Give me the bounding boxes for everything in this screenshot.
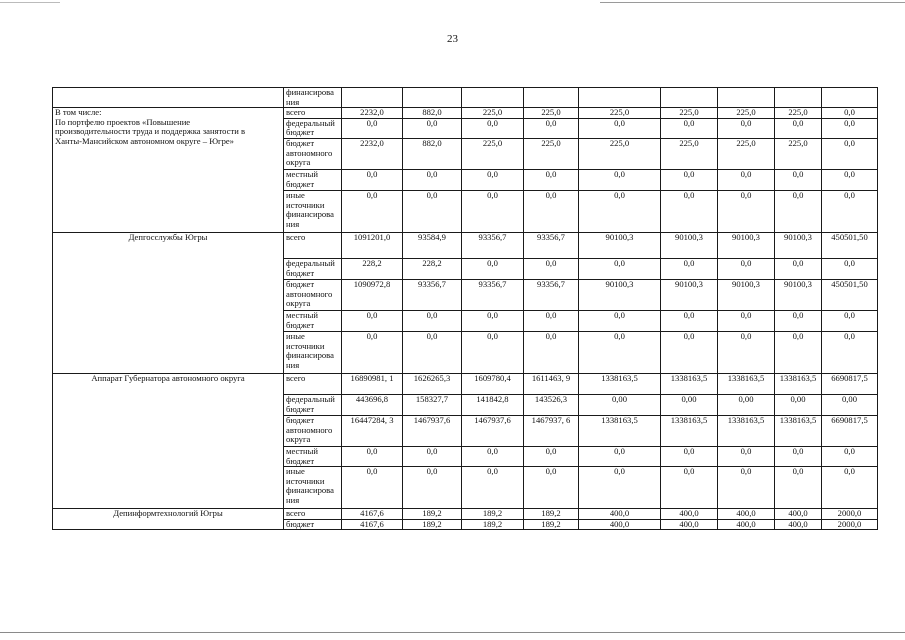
amount-cell: 1611463, 9 [524, 373, 579, 394]
amount-cell: 90100,3 [579, 279, 661, 310]
amount-cell: 400,0 [775, 509, 822, 520]
amount-cell: 228,2 [342, 258, 403, 279]
amount-cell: 90100,3 [718, 232, 775, 258]
amount-cell: 0,0 [775, 190, 822, 232]
amount-cell: 0,0 [342, 446, 403, 466]
funding-table [52, 87, 878, 530]
funding-source-cell: федеральный бюджет [284, 258, 342, 279]
amount-cell: 1338163,5 [579, 373, 661, 394]
amount-cell: 0,0 [579, 258, 661, 279]
amount-cell: 0,0 [661, 169, 718, 190]
amount-cell: 0,0 [462, 190, 524, 232]
amount-cell: 225,0 [718, 138, 775, 169]
funding-source-cell: иные источники финансирова ния [284, 190, 342, 232]
amount-cell: 0,0 [775, 467, 822, 509]
funding-source-cell: бюджет автономного округа [284, 279, 342, 310]
funding-source-cell: бюджет автономного округа [284, 415, 342, 446]
amount-cell: 1338163,5 [718, 415, 775, 446]
amount-cell: 0,0 [524, 190, 579, 232]
amount-cell: 93356,7 [524, 279, 579, 310]
amount-cell: 225,0 [775, 108, 822, 119]
amount-cell: 0,0 [342, 169, 403, 190]
amount-cell: 0,0 [822, 258, 878, 279]
scan-edge-line [600, 2, 905, 3]
amount-cell: 4167,6 [342, 519, 403, 530]
amount-cell: 0,0 [579, 467, 661, 509]
amount-cell: 0,0 [579, 190, 661, 232]
amount-cell: 225,0 [579, 138, 661, 169]
amount-cell: 0,0 [342, 118, 403, 138]
amount-cell: 0,0 [822, 169, 878, 190]
amount-cell: 0,0 [403, 467, 462, 509]
amount-cell: 0,0 [775, 446, 822, 466]
amount-cell: 90100,3 [579, 232, 661, 258]
amount-cell: 0,00 [579, 394, 661, 415]
funding-source-cell: финансирова ния [284, 88, 342, 108]
amount-cell: 0,0 [403, 190, 462, 232]
amount-cell: 90100,3 [661, 279, 718, 310]
funding-source-cell: местный бюджет [284, 310, 342, 331]
table-row [53, 373, 878, 394]
amount-cell: 1338163,5 [775, 373, 822, 394]
amount-cell: 0,0 [775, 258, 822, 279]
table-row [53, 108, 878, 119]
amount-cell: 0,0 [718, 118, 775, 138]
amount-cell: 400,0 [775, 519, 822, 530]
amount-cell: 0,0 [524, 118, 579, 138]
amount-cell: 1467937,6 [403, 415, 462, 446]
table-row [53, 232, 878, 258]
amount-cell: 0,0 [822, 118, 878, 138]
amount-cell: 400,0 [718, 519, 775, 530]
amount-cell: 0,0 [403, 310, 462, 331]
amount-cell: 400,0 [661, 509, 718, 520]
funding-source-cell: всего [284, 108, 342, 119]
amount-cell: 93356,7 [524, 232, 579, 258]
amount-cell: 189,2 [462, 519, 524, 530]
amount-cell: 882,0 [403, 108, 462, 119]
amount-cell: 225,0 [775, 138, 822, 169]
amount-cell: 0,0 [403, 446, 462, 466]
amount-cell: 0,00 [661, 394, 718, 415]
organization-name-line: Депгосслужбы Югры [128, 232, 208, 242]
amount-cell: 225,0 [524, 138, 579, 169]
amount-cell: 0,0 [822, 467, 878, 509]
empty-cell [775, 88, 822, 108]
amount-cell: 0,0 [718, 310, 775, 331]
amount-cell: 1091201,0 [342, 232, 403, 258]
amount-cell: 225,0 [718, 108, 775, 119]
amount-cell: 0,0 [462, 169, 524, 190]
amount-cell: 0,0 [718, 446, 775, 466]
empty-cell [661, 88, 718, 108]
funding-source-cell: местный бюджет [284, 169, 342, 190]
amount-cell: 0,0 [661, 467, 718, 509]
amount-cell: 0,0 [524, 446, 579, 466]
amount-cell: 0,0 [462, 310, 524, 331]
amount-cell: 2232,0 [342, 108, 403, 119]
empty-cell [524, 88, 579, 108]
amount-cell: 0,0 [661, 446, 718, 466]
amount-cell: 225,0 [462, 108, 524, 119]
amount-cell: 0,0 [822, 331, 878, 373]
amount-cell: 0,0 [403, 118, 462, 138]
organization-name-line: Ханты-Мансийском автономном округе – Югре» [55, 135, 234, 146]
amount-cell: 0,0 [342, 331, 403, 373]
funding-source-cell: всего [284, 232, 342, 258]
amount-cell: 1338163,5 [579, 415, 661, 446]
amount-cell: 0,0 [579, 331, 661, 373]
amount-cell: 400,0 [661, 519, 718, 530]
amount-cell: 0,00 [822, 394, 878, 415]
amount-cell: 0,0 [822, 190, 878, 232]
funding-source-cell: местный бюджет [284, 446, 342, 466]
amount-cell: 0,00 [775, 394, 822, 415]
amount-cell: 141842,8 [462, 394, 524, 415]
amount-cell: 1338163,5 [661, 415, 718, 446]
amount-cell: 1609780,4 [462, 373, 524, 394]
amount-cell: 0,0 [775, 310, 822, 331]
empty-cell [579, 88, 661, 108]
amount-cell: 0,0 [579, 310, 661, 331]
funding-source-cell: иные источники финансирова ния [284, 467, 342, 509]
amount-cell: 1338163,5 [661, 373, 718, 394]
amount-cell: 0,0 [462, 446, 524, 466]
amount-cell: 189,2 [403, 519, 462, 530]
amount-cell: 16890981, 1 [342, 373, 403, 394]
amount-cell: 450501,50 [822, 232, 878, 258]
organization-name-cell [53, 373, 284, 508]
amount-cell: 400,0 [579, 509, 661, 520]
amount-cell: 0,0 [718, 190, 775, 232]
amount-cell: 0,0 [718, 467, 775, 509]
amount-cell: 90100,3 [718, 279, 775, 310]
funding-source-cell: федеральный бюджет [284, 394, 342, 415]
amount-cell: 225,0 [661, 138, 718, 169]
amount-cell: 2000,0 [822, 519, 878, 530]
amount-cell: 0,0 [579, 446, 661, 466]
amount-cell: 225,0 [524, 108, 579, 119]
amount-cell: 1090972,8 [342, 279, 403, 310]
amount-cell: 1626265,3 [403, 373, 462, 394]
amount-cell: 0,0 [822, 108, 878, 119]
amount-cell: 93356,7 [403, 279, 462, 310]
amount-cell: 0,0 [342, 310, 403, 331]
amount-cell: 93356,7 [462, 232, 524, 258]
table-row [53, 88, 878, 108]
amount-cell: 0,0 [661, 190, 718, 232]
amount-cell: 0,0 [342, 467, 403, 509]
amount-cell: 90100,3 [775, 279, 822, 310]
amount-cell: 93356,7 [462, 279, 524, 310]
amount-cell: 4167,6 [342, 509, 403, 520]
table-body [53, 88, 878, 530]
empty-cell [53, 88, 284, 108]
amount-cell: 0,0 [524, 258, 579, 279]
amount-cell: 0,0 [822, 138, 878, 169]
organization-name-line: производительности труда и поддержка занятости в [55, 126, 246, 137]
amount-cell: 0,0 [462, 467, 524, 509]
amount-cell: 93584,9 [403, 232, 462, 258]
amount-cell: 0,0 [822, 310, 878, 331]
amount-cell: 443696,8 [342, 394, 403, 415]
organization-name-line: Аппарат Губернатора автономного округа [91, 373, 245, 383]
amount-cell: 0,0 [775, 169, 822, 190]
amount-cell: 0,0 [579, 169, 661, 190]
amount-cell: 90100,3 [775, 232, 822, 258]
amount-cell: 0,0 [462, 258, 524, 279]
amount-cell: 2000,0 [822, 509, 878, 520]
amount-cell: 6690817,5 [822, 415, 878, 446]
amount-cell: 0,0 [661, 310, 718, 331]
amount-cell: 0,00 [718, 394, 775, 415]
scan-edge-line [0, 2, 60, 3]
page-number: 23 [447, 33, 458, 45]
empty-cell [718, 88, 775, 108]
funding-source-cell: всего [284, 373, 342, 394]
organization-name-cell [53, 108, 284, 233]
organization-name-cell [53, 509, 284, 530]
amount-cell: 0,0 [403, 169, 462, 190]
amount-cell: 189,2 [462, 509, 524, 520]
amount-cell: 0,0 [524, 467, 579, 509]
amount-cell: 6690817,5 [822, 373, 878, 394]
amount-cell: 0,0 [579, 118, 661, 138]
amount-cell: 0,0 [524, 169, 579, 190]
funding-source-cell: бюджет автономного округа [284, 138, 342, 169]
amount-cell: 0,0 [403, 331, 462, 373]
amount-cell: 0,0 [462, 118, 524, 138]
amount-cell: 189,2 [524, 519, 579, 530]
empty-cell [342, 88, 403, 108]
organization-name-line: По портфелю проектов «Повышение [55, 116, 191, 127]
amount-cell: 0,0 [718, 331, 775, 373]
amount-cell: 225,0 [579, 108, 661, 119]
amount-cell: 0,0 [661, 258, 718, 279]
amount-cell: 0,0 [718, 258, 775, 279]
amount-cell: 189,2 [403, 509, 462, 520]
amount-cell: 0,0 [822, 446, 878, 466]
funding-source-cell: всего [284, 509, 342, 520]
organization-name-line: В том числе: [55, 107, 102, 118]
organization-name-line: Депинформтехнологий Югры [113, 508, 223, 519]
table-row [53, 509, 878, 520]
amount-cell: 0,0 [661, 331, 718, 373]
amount-cell: 0,0 [775, 331, 822, 373]
funding-source-cell: иные источники финансирова ния [284, 331, 342, 373]
amount-cell: 0,0 [661, 118, 718, 138]
amount-cell: 400,0 [579, 519, 661, 530]
amount-cell: 450501,50 [822, 279, 878, 310]
amount-cell: 2232,0 [342, 138, 403, 169]
amount-cell: 0,0 [524, 310, 579, 331]
organization-name-cell [53, 232, 284, 373]
amount-cell: 1467937, 6 [524, 415, 579, 446]
amount-cell: 400,0 [718, 509, 775, 520]
amount-cell: 882,0 [403, 138, 462, 169]
amount-cell: 1467937,6 [462, 415, 524, 446]
funding-source-cell: федеральный бюджет [284, 118, 342, 138]
amount-cell: 225,0 [661, 108, 718, 119]
empty-cell [822, 88, 878, 108]
amount-cell: 0,0 [524, 331, 579, 373]
scan-edge-line [0, 632, 905, 633]
amount-cell: 1338163,5 [718, 373, 775, 394]
amount-cell: 143526,3 [524, 394, 579, 415]
funding-source-cell: бюджет [284, 519, 342, 530]
amount-cell: 228,2 [403, 258, 462, 279]
amount-cell: 0,0 [718, 169, 775, 190]
amount-cell: 0,0 [342, 190, 403, 232]
amount-cell: 16447284, 3 [342, 415, 403, 446]
amount-cell: 0,0 [462, 331, 524, 373]
amount-cell: 225,0 [462, 138, 524, 169]
empty-cell [403, 88, 462, 108]
amount-cell: 90100,3 [661, 232, 718, 258]
amount-cell: 189,2 [524, 509, 579, 520]
amount-cell: 0,0 [775, 118, 822, 138]
amount-cell: 158327,7 [403, 394, 462, 415]
amount-cell: 1338163,5 [775, 415, 822, 446]
empty-cell [462, 88, 524, 108]
